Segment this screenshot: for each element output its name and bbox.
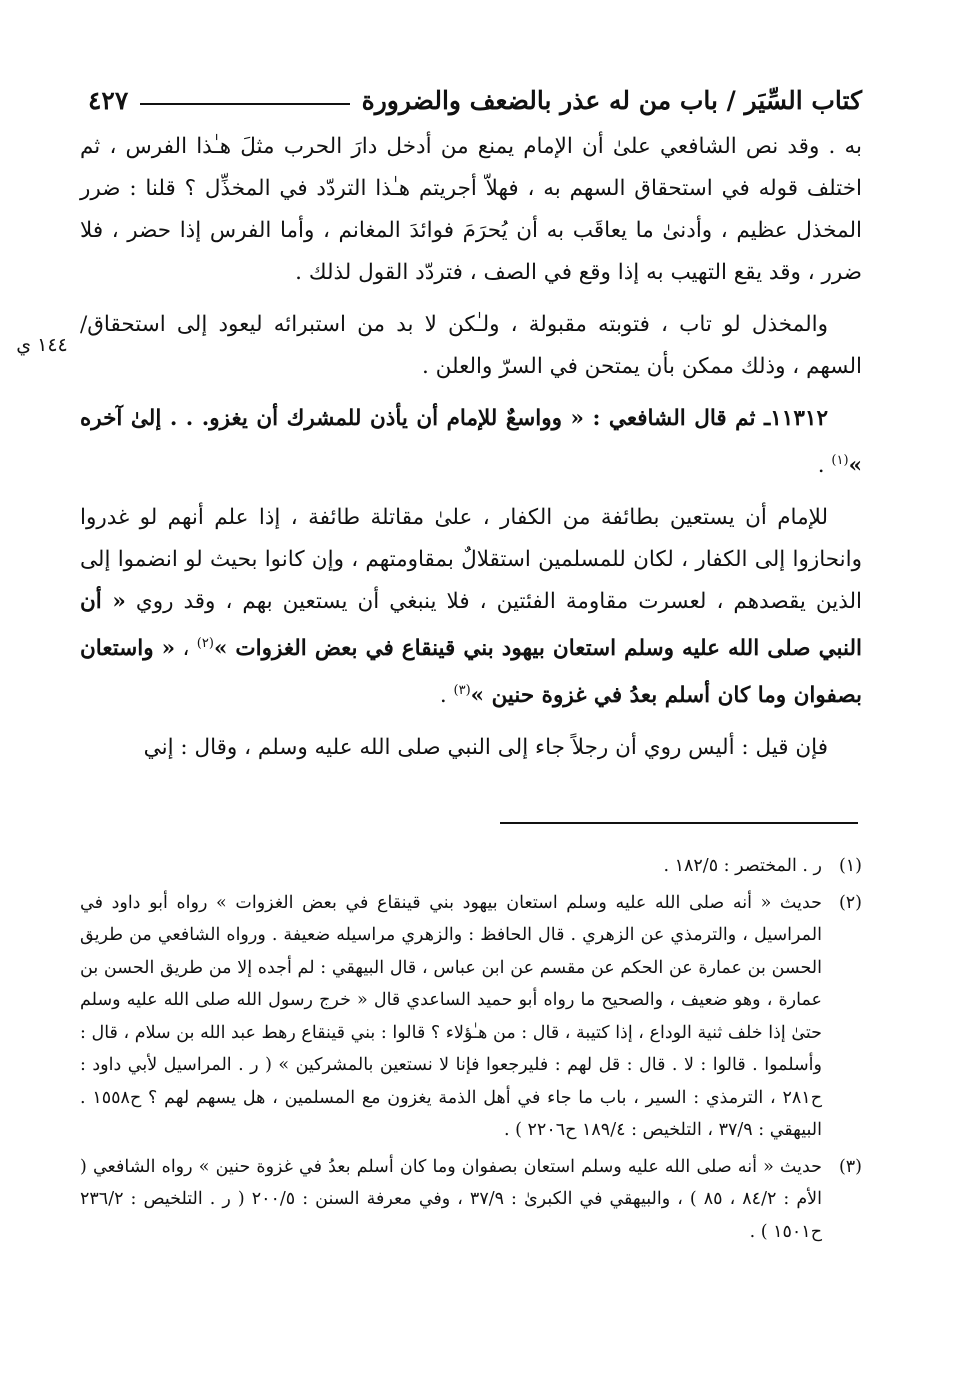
hadith-quote-2: « واستعان بصفوان وما كان أسلم بعدُ في غزوة حنين » <box>80 636 862 709</box>
paragraph-4 <box>80 497 862 717</box>
footnote-text: ر . المختصر : ١٨٢/٥ . <box>663 856 822 876</box>
paragraph-5: فإن قيل : أليس روي أن رجلاً جاء إلى النبي صلى الله عليه وسلم ، وقال : إني <box>143 735 828 761</box>
paragraph-3-end: . <box>817 453 832 479</box>
issue-heading: ١١٣١٢ـ ثم قال الشافعي : « وواسعٌ للإمام أن يأذن للمشرك أن يغزو. . . إلىٰ آخره » <box>80 406 862 479</box>
footnote <box>80 887 862 1147</box>
page-number: ٤٢٧ <box>88 85 129 115</box>
header-title: كتاب السِّيَر / باب من له عذر بالضعف والضرورة <box>361 85 862 115</box>
running-header <box>88 80 862 120</box>
footnote-number: (١) <box>838 856 862 876</box>
footnote-separator <box>500 822 858 824</box>
header-rule <box>140 103 349 105</box>
footnote-ref-1: (١) <box>831 453 849 468</box>
footnote-text: حديث « أنه صلى الله عليه وسلم استعان بصفوان وما كان أسلم بعدُ في غزوة حنين » رواه الشافعي ( الأم : ٨٤/٢ ، ٨٥ ) ، والبيهقي في الكبرىٰ : ٣٧/٩ ، وفي معرفة السنن : ٢٠٠/٥ ( ر . التلخيص : ٢٣٦/٢ ح١٥٠١ ) . <box>80 1156 823 1242</box>
main-text <box>80 126 862 769</box>
paragraph-4-text: للإمام أن يستعين بطائفة من الكفار ، علىٰ مقاتلة طائفة ، إذا علم أنهم لو غدروا وانحازوا إلى الكفار ، لكان للمسلمين استقلالٌ بمقاومتهم ، وإن كانوا بحيث لو انضموا إلى الذين يقصدهم ، لعسرت مقاومة الفئتين ، فلا ينبغي أن يستعين بهم ، وقد روي <box>80 505 862 615</box>
hadith-quote-1: « أن النبي صلى الله عليه وسلم استعان بيهود بني قينقاع في بعض الغزوات » <box>80 589 863 662</box>
footnote-ref-2: (٢) <box>196 636 214 652</box>
paragraph-1: به . وقد نص الشافعي علىٰ أن الإمام يمنع من أدخل دارَ الحرب مثلَ هـٰذا الفرس ، ثم اختلف قوله في استحقاق السهم به ، فهلاّ أجريتم هـٰذا التردّد في المخذِّل ؟ قلنا : ضرر المخذل عظيم ، وأدنىٰ ما يعاقَب به أن يُحرَمَ فوائدَ المغانم ، وأما الفرس إذا حضر ، فلا ضرر ، وقد يقع التهيب به إذا وقع في الصف ، فتردّد القول لذلك . <box>80 134 862 285</box>
paragraph-2: والمخذل لو تاب ، فتوبته مقبولة ، ولـٰكن لا بد من استبرائه ليعود إلى استحقاق/ السهم ، وذلك ممكن بأن يمتحن في السرّ والعلن . <box>80 312 862 379</box>
paragraph-3 <box>80 398 862 487</box>
paragraph-4-sep: ، <box>175 636 197 662</box>
footnotes <box>80 850 862 1252</box>
paragraph-4-end: . <box>439 683 454 709</box>
margin-note: ١٤٤ ي <box>16 334 68 356</box>
footnote-number: (٢) <box>838 892 862 913</box>
footnote-text: حديث « أنه صلى الله عليه وسلم استعان بيهود بني قينقاع في بعض الغزوات » رواه أبو داود في المراسيل ، والترمذي عن الزهري . قال الحافظ : والزهري مراسيله ضعيفة . ورواه الشافعي من طريق الحسن بن عمارة عن الحكم عن مقسم عن ابن عباس ، قال البيهقي : لم أجده إلا من طريق الحسن بن عمارة ، وهو ضعيف ، والصحيح ما رواه أبو حميد الساعدي قال « خرج رسول الله صلى الله عليه وسلم حتىٰ إذا خلف ثنية الوداع ، إذا كتيبة ، قال : من هـٰؤلاء ؟ قالوا : بني قينقاع رهط عبد الله بن سلام ، قال : وأسلموا . قالوا : لا . قال : قل لهم : فليرجعوا فإنا لا نستعين بالمشركين » ( ر . المراسيل لأبي داود : ح٢٨١ ، الترمذي : السير ، باب ما جاء في أهل الذمة يغزون مع المسلمين ، هل يسهم لهم ؟ ح١٥٥٨ . البيهقي : ٣٧/٩ ، التلخيص : ١٨٩/٤ ح٢٢٠٦ ) . <box>80 892 822 1140</box>
footnote <box>80 850 862 883</box>
footnote-ref-3: (٣) <box>453 683 471 699</box>
footnote-number: (٣) <box>838 1156 862 1177</box>
footnote <box>80 1151 862 1249</box>
